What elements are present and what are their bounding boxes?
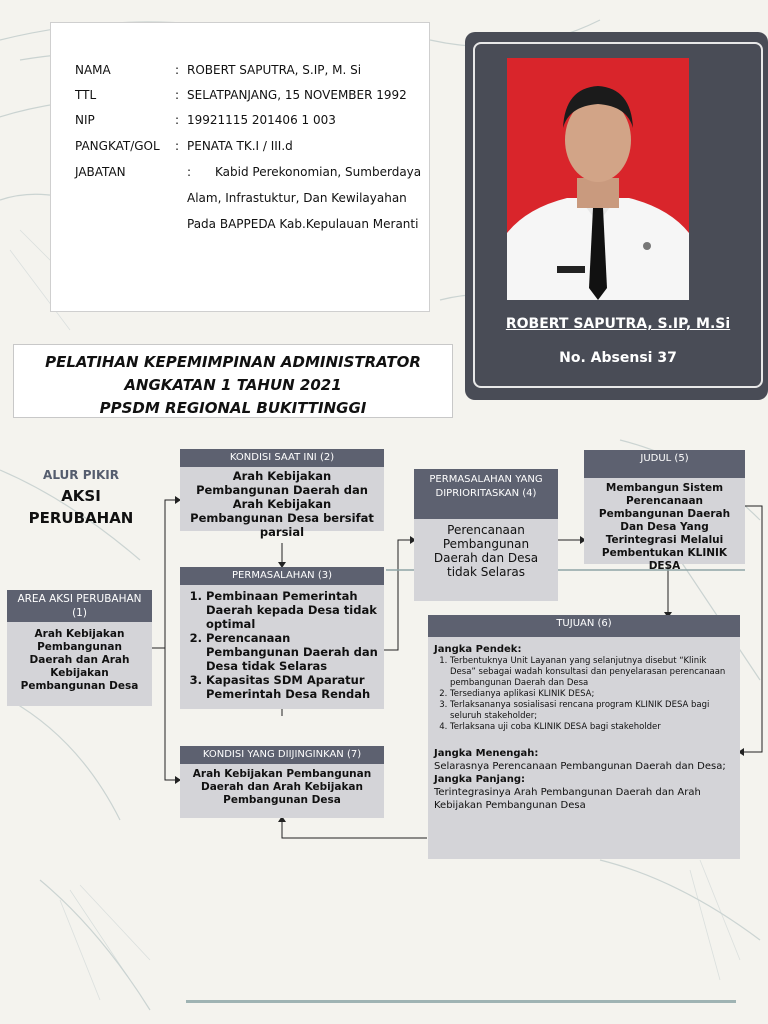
bio-label: JABATAN — [75, 165, 126, 179]
tujuan-panjang-text: Terintegrasinya Arah Pembangunan Daerah dan Arah Kebijakan Pembangunan Desa — [434, 787, 701, 811]
kondisi-saat-ini-box — [180, 449, 384, 539]
area-aksi-box — [7, 590, 152, 706]
bio-label: NAMA — [75, 63, 111, 77]
tujuan-box — [428, 615, 740, 859]
bio-value: 19921115 201406 1 003 — [187, 113, 336, 127]
bio-colon: : — [187, 165, 192, 179]
profile-name: ROBERT SAPUTRA, S.IP, M.Si — [505, 316, 731, 332]
profile-absen: No. Absensi 37 — [559, 350, 677, 366]
permasalahan-header: PERMASALAHAN (3) — [180, 567, 384, 585]
kondisi-diinginkan-header: KONDISI YANG DIIJINGINKAN (7) — [180, 746, 384, 764]
judul-header: JUDUL (5) — [584, 450, 745, 478]
alur-title-2: PERUBAHAN — [28, 509, 134, 527]
permasalahan-box — [180, 567, 384, 709]
tujuan-pendek-item: 3. Terlaksananya sosialisasi rencana program KLINIK DESA bagi seluruh stakeholder; — [450, 700, 734, 722]
bio-value: Kabid Perekonomian, Sumberdaya — [215, 165, 422, 179]
bio-colon: : — [175, 88, 180, 102]
area-aksi-body: Arah Kebijakan Pembangunan Daerah dan Arah Kebijakan Pembangunan Desa — [7, 622, 152, 706]
profile-photo — [507, 58, 689, 300]
permasalahan-item: 2. Perencanaan Pembangunan Daerah dan Desa tidak Selaras — [206, 631, 380, 673]
alur-label: ALUR PIKIR — [43, 468, 119, 482]
bio-label: NIP — [75, 113, 95, 127]
bio-label: PANGKAT/GOL — [75, 139, 160, 153]
tujuan-panjang-label: Jangka Panjang: — [434, 774, 526, 785]
tujuan-pendek-item: 2. Tersedianya aplikasi KLINIK DESA; — [450, 689, 734, 700]
bio-colon: : — [175, 139, 180, 153]
tujuan-header: TUJUAN (6) — [428, 615, 740, 637]
alur-title-1: AKSI — [61, 487, 101, 505]
judul-body: Membangun Sistem Perencanaan Pembangunan Daerah Dan Desa Yang Terintegrasi Melalui Pembentukan KLINIK DESA — [584, 478, 745, 564]
bio-colon: : — [175, 113, 180, 127]
bio-value-cont: Alam, Infrastuktur, Dan Kewilayahan — [187, 191, 407, 205]
title-line: PELATIHAN KEPEMIMPINAN ADMINISTRATOR — [45, 353, 421, 371]
biodata-card — [50, 22, 430, 312]
prioritas-header: PERMASALAHAN YANG DIPRIORITASKAN (4) — [414, 469, 558, 519]
tujuan-pendek-item: 1. Terbentuknya Unit Layanan yang selanjutnya disebut “Klinik Desa” sebagai wadah konsultasi dan penyelarasan perencanaan pembangunan Daerah dan Desa — [450, 656, 734, 689]
prioritas-body: Perencanaan Pembangunan Daerah dan Desa tidak Selaras — [414, 519, 558, 601]
permasalahan-item: 1. Pembinaan Pemerintah Daerah kepada Desa tidak optimal — [206, 589, 380, 631]
permasalahan-body — [180, 585, 384, 709]
bio-value-cont: Pada BAPPEDA Kab.Kepulauan Meranti — [187, 217, 419, 231]
alur-pikir-heading — [26, 468, 136, 528]
kondisi-saat-ini-header: KONDISI SAAT INI (2) — [180, 449, 384, 467]
kondisi-diinginkan-box — [180, 746, 384, 818]
profile-frame — [473, 42, 763, 388]
bio-label: TTL — [75, 88, 97, 102]
bottom-divider — [186, 1000, 736, 1003]
bio-value: PENATA TK.I / III.d — [187, 139, 293, 153]
tujuan-pendek-item: 4. Terlaksana uji coba KLINIK DESA bagi stakeholder — [450, 722, 734, 733]
profile-panel — [465, 32, 768, 400]
kondisi-saat-ini-body: Arah Kebijakan Pembangunan Daerah dan Arah Kebijakan Pembangunan Desa bersifat parsial — [180, 467, 384, 531]
area-aksi-header: AREA AKSI PERUBAHAN (1) — [7, 590, 152, 622]
title-line: PPSDM REGIONAL BUKITTINGGI — [99, 399, 367, 417]
tujuan-menengah-text: Selarasnya Perencanaan Pembangunan Daerah dan Desa; — [434, 761, 726, 772]
title-line: ANGKATAN 1 TAHUN 2021 — [124, 376, 342, 394]
tujuan-menengah-label: Jangka Menengah: — [434, 748, 539, 759]
permasalahan-item: 3. Kapasitas SDM Aparatur Pemerintah Desa Rendah — [206, 673, 380, 701]
tujuan-pendek-label: Jangka Pendek: — [434, 644, 522, 655]
bio-value: ROBERT SAPUTRA, S.IP, M. Si — [187, 63, 362, 77]
tujuan-body — [428, 637, 740, 859]
bio-value: SELATPANJANG, 15 NOVEMBER 1992 — [187, 88, 407, 102]
training-title — [13, 344, 453, 418]
kondisi-diinginkan-body: Arah Kebijakan Pembangunan Daerah dan Arah Kebijakan Pembangunan Desa — [180, 764, 384, 818]
prioritas-box — [414, 469, 558, 601]
judul-box — [584, 450, 745, 572]
bio-colon: : — [175, 63, 180, 77]
